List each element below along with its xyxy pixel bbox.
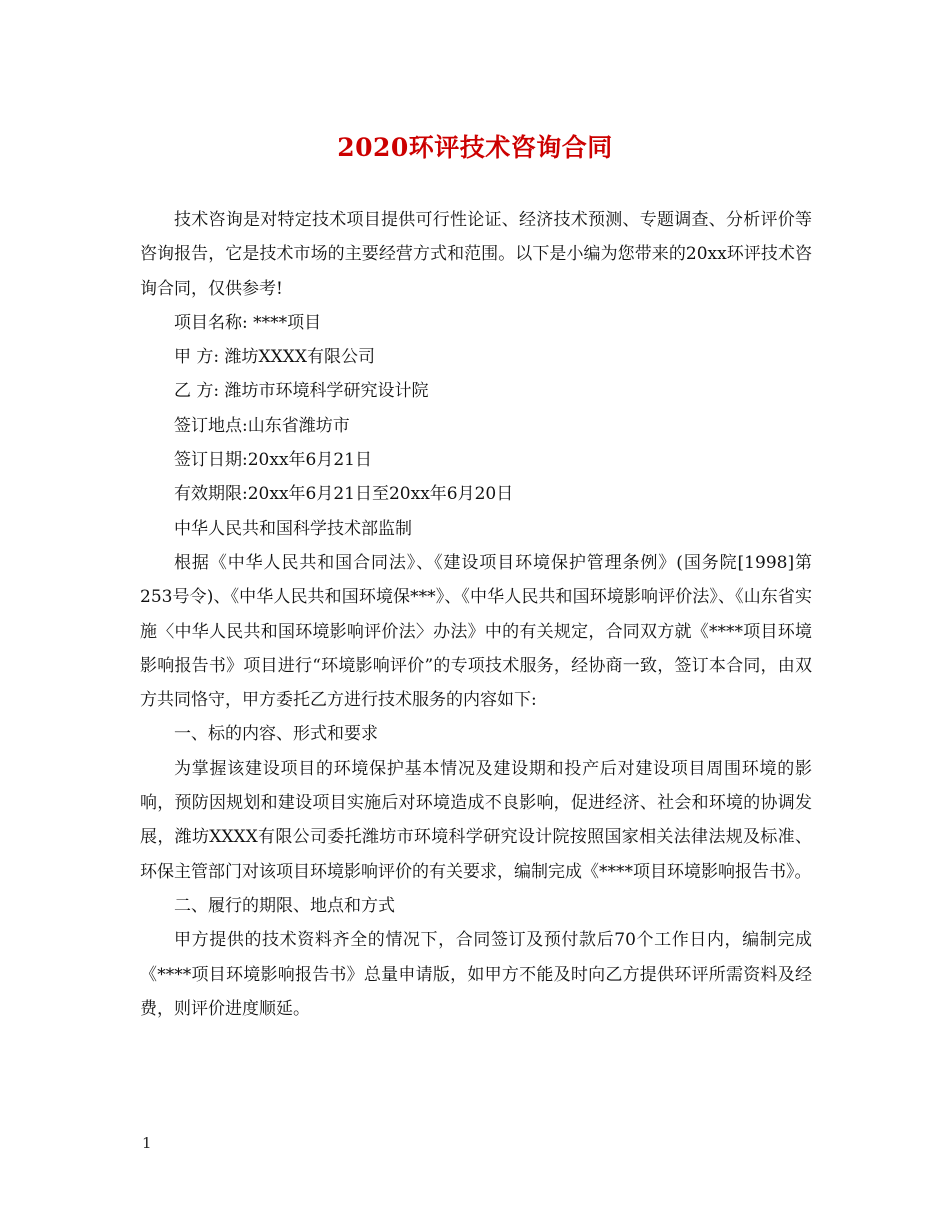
paragraph-intro: 技术咨询是对特定技术项目提供可行性论证、经济技术预测、专题调查、分析评价等咨询报告，它是技术市场的主要经营方式和范围。以下是小编为您带来的20xx环评技术咨询合同，仅供参考! xyxy=(140,210,812,299)
document-body xyxy=(140,203,812,1026)
paragraph-project-name: 项目名称: ****项目 xyxy=(174,312,322,333)
paragraph-signing-place: 签订地点:山东省潍坊市 xyxy=(174,415,350,436)
paragraph-legal-basis: 根据《中华人民共和国合同法》、《建设项目环境保护管理条例》(国务院[1998]第253号令)、《中华人民共和国环境保***》、《中华人民共和国环境影响评价法》、《山东省实施〈中华人民共和国环境影响评价法〉办法》中的有关规定，合同双方就《****项目环境影响报告书》项目进行“环境影响评价”的专项技术服务，经协商一致，签订本合同，由双方共同恪守，甲方委托乙方进行技术服务的内容如下: xyxy=(140,552,812,711)
paragraph-party-b: 乙 方: 潍坊市环境科学研究设计院 xyxy=(174,381,429,402)
paragraph-section-2: 甲方提供的技术资料齐全的情况下，合同签订及预付款后70个工作日内，编制完成《****项目环境影响报告书》总量申请版，如甲方不能及时向乙方提供环评所需资料及经费，则评价进度顺延。 xyxy=(140,930,812,1019)
section-heading-1: 一、标的内容、形式和要求 xyxy=(174,724,378,745)
page-number: 1 xyxy=(142,1134,152,1152)
section-heading-2: 二、履行的期限、地点和方式 xyxy=(174,895,395,916)
paragraph-party-a: 甲 方: 潍坊XXXX有限公司 xyxy=(174,347,375,368)
paragraph-section-1: 为掌握该建设项目的环境保护基本情况及建设期和投产后对建设项目周围环境的影响，预防因规划和建设项目实施后对环境造成不良影响，促进经济、社会和环境的协调发展，潍坊XXXX有限公司委托潍坊市环境科学研究设计院按照国家相关法律法规及标准、环保主管部门对该项目环境影响评价的有关要求，编制完成《****项目环境影响报告书》。 xyxy=(140,758,812,882)
paragraph-validity: 有效期限:20xx年6月21日至20xx年6月20日 xyxy=(174,484,514,505)
document-title: 2020环评技术咨询合同 xyxy=(337,133,613,162)
paragraph-supervisor: 中华人民共和国科学技术部监制 xyxy=(174,518,412,539)
paragraph-signing-date: 签订日期:20xx年6月21日 xyxy=(174,450,372,471)
